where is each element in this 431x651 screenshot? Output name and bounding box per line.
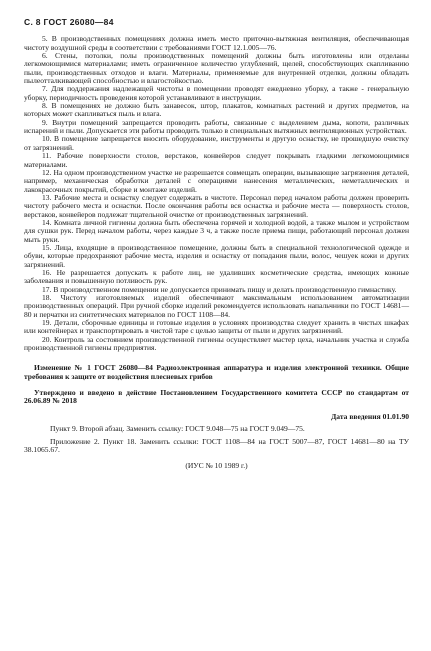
paragraph-9: 9. Внутри помещений запрещается проводить работы, связанные с выделением дыма, копоти, различных испарений и пыли. Допускается эти работы проводить только в специальных вытяжных вентиляционных устройствах. [24, 117, 409, 136]
amendment-footer: (ИУС № 10 1989 г.) [185, 461, 248, 471]
page-header: С. 8 ГОСТ 26080—84 [24, 17, 114, 27]
paragraph-8: 8. В помещениях не должно быть занавесок, штор, плакатов, комнатных растений и других предметов, на которых может скапливаться пыль и влага. [24, 101, 409, 119]
paragraph-20: 20. Контроль за состоянием производственной гигиены осуществляет мастер цеха, начальник участка и служба производственной гигиены предприятия. [24, 334, 409, 353]
amendment-item-1: Пункт 9. Второй абзац. Заменить ссылку: ГОСТ 9.048—75 на ГОСТ 9.049—75. [50, 424, 305, 434]
paragraph-15: 15. Лица, входящие в производственное помещение, должны быть в специальной технологической одежде и обуви, которые предохраняют рабочие места, изделия и оснастку от попадания пыли, волос, чешуек кожи и других загрязнений. [24, 242, 409, 269]
paragraph-16: 16. Не разрешается допускать к работе лиц, не удаливших косметические средства, имеющих кожные заболевания и повышенную потливость рук. [24, 267, 409, 286]
amendment-approved: Утверждено и введено в действие Постановлением Государственного комитета СССР по стандартам от 26.06.89 № 2018 [24, 387, 409, 405]
paragraph-7: 7. Для поддержания надлежащей чистоты в помещении проводят ежедневно уборку, а также - генеральную уборку, периодичность проведения которой устанавливают в инструкции. [24, 84, 409, 102]
paragraph-11: 11. Рабочие поверхности столов, верстаков, конвейеров следует покрывать гладкими легкомоющимися материалами. [24, 151, 409, 169]
paragraph-5: 5. В производственных помещениях должна иметь место приточно-вытяжная вентиляция, обеспечивающая чистоту воздушной среды в соответствии с требованиями ГОСТ 12.1.005—76. [24, 34, 409, 52]
body-text [24, 35, 409, 352]
amendment-title: Изменение № 1 ГОСТ 26080—84 Радиоэлектронная аппаратура и изделия электронной техники. Общие требования к защите от воздействия плесневых грибов [24, 363, 409, 381]
paragraph-13: 13. Рабочие места и оснастку следует содержать в чистоте. Персонал перед началом работы должен проверить чистоту рабочего места и оснастки. После окончания работы вся оснастка и рабочие места — поверхность столов, верстаков, конвейеров подлежат тщательной очистке от производственных загрязнений. [24, 192, 409, 219]
paragraph-10: 10. В помещение запрещается вносить оборудование, инструменты и другую оснастку, не прошедшую очистку от загрязнений. [24, 134, 409, 152]
amendment-item-2: Приложение 2. Пункт 18. Заменить ссылки: ГОСТ 1108—84 на ГОСТ 5007—87, ГОСТ 14681—80 на ТУ 38.1065.67. [24, 436, 409, 454]
paragraph-6: 6. Стены, потолки, полы производственных помещений должны быть изготовлены или отделаны легкомоющимися материалами; иметь ограниченное количество углублений, щелей, способствующих скапливанию пыли, производственных отходов и влаги. Материалы, применяемые для внутренней отделки, должны обладать пылеотталкивающей способностью и влагостойкостью. [24, 51, 409, 86]
paragraph-18: 18. Чистоту изготовляемых изделий обеспечивают максимальным использованием автоматизации производственных операций. При ручной сборке изделий рекомендуется использовать напальчники по ГОСТ 14681—80 и перчатки из синтетических материалов по ГОСТ 1108—84. [24, 293, 409, 319]
amendment-section [24, 364, 409, 470]
paragraph-19: 19. Детали, сборочные единицы и готовые изделия в условиях производства следует хранить в чистых шкафах или контейнерах и транспортировать в чистой таре с целью защиты от пыли и других загрязнений. [24, 318, 409, 336]
paragraph-14: 14. Комната личной гигиены должна быть обеспечена горячей и холодной водой, а также мылом и устройством для сушки рук. Перед началом работы, через каждые 3 ч, а также после приема пищи, работающий персонал должен мыть руки. [24, 217, 409, 244]
amendment-date: Дата введения 01.01.90 [331, 411, 409, 421]
paragraph-17: 17. В производственном помещении не допускается принимать пищу и делать производственную гимнастику. [42, 284, 397, 294]
paragraph-12: 12. На одном производственном участке не разрешается совмещать операции, вызывающие загрязнения деталей, например, механическая обработки деталей с операциями нанесения металлических, неметаллических и лакокрасочных покрытий, сборке и монтаже изделий. [24, 167, 409, 194]
